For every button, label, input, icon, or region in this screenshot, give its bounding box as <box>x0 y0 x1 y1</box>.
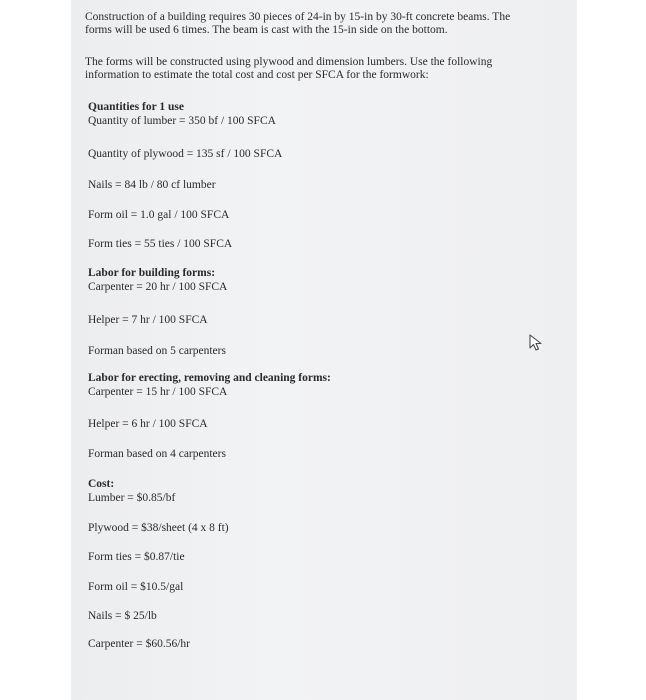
cost-form-ties: Form ties = $0.87/tie <box>88 551 185 563</box>
labor-building-helper: Helper = 7 hr / 100 SFCA <box>88 314 208 326</box>
quantity-nails: Nails = 84 lb / 80 cf lumber <box>88 179 216 191</box>
labor-erecting-helper: Helper = 6 hr / 100 SFCA <box>88 418 208 430</box>
intro-line-1: Construction of a building requires 30 pieces of 24-in by 15-in by 30-ft concrete beams. The <box>85 11 511 23</box>
intro-line-2: forms will be used 6 times. The beam is cast with the 15-in side on the bottom. <box>85 24 448 36</box>
cost-nails: Nails = $ 25/lb <box>88 610 157 622</box>
labor-building-carpenter: Carpenter = 20 hr / 100 SFCA <box>88 281 228 293</box>
cost-form-oil: Form oil = $10.5/gal <box>88 581 184 593</box>
cost-plywood: Plywood = $38/sheet (4 x 8 ft) <box>88 522 229 534</box>
instructions-line-2: information to estimate the total cost and cost per SFCA for the formwork: <box>85 69 429 81</box>
cost-lumber: Lumber = $0.85/bf <box>88 492 176 504</box>
labor-building-heading: Labor for building forms: <box>88 267 216 279</box>
labor-building-forman: Forman based on 5 carpenters <box>88 345 226 357</box>
quantity-form-oil: Form oil = 1.0 gal / 100 SFCA <box>88 209 230 221</box>
cost-carpenter: Carpenter = $60.56/hr <box>88 638 190 650</box>
quantity-plywood: Quantity of plywood = 135 sf / 100 SFCA <box>88 148 283 160</box>
quantity-form-ties: Form ties = 55 ties / 100 SFCA <box>88 238 233 250</box>
labor-erecting-forman: Forman based on 4 carpenters <box>88 448 226 460</box>
labor-erecting-heading: Labor for erecting, removing and cleaning forms: <box>88 372 331 384</box>
labor-erecting-carpenter: Carpenter = 15 hr / 100 SFCA <box>88 386 228 398</box>
quantities-heading: Quantities for 1 use <box>88 101 184 113</box>
cost-heading: Cost: <box>88 478 115 490</box>
mouse-pointer-icon <box>527 333 545 351</box>
quantity-lumber: Quantity of lumber = 350 bf / 100 SFCA <box>88 115 276 127</box>
instructions-line-1: The forms will be constructed using plywood and dimension lumbers. Use the following <box>85 56 493 68</box>
